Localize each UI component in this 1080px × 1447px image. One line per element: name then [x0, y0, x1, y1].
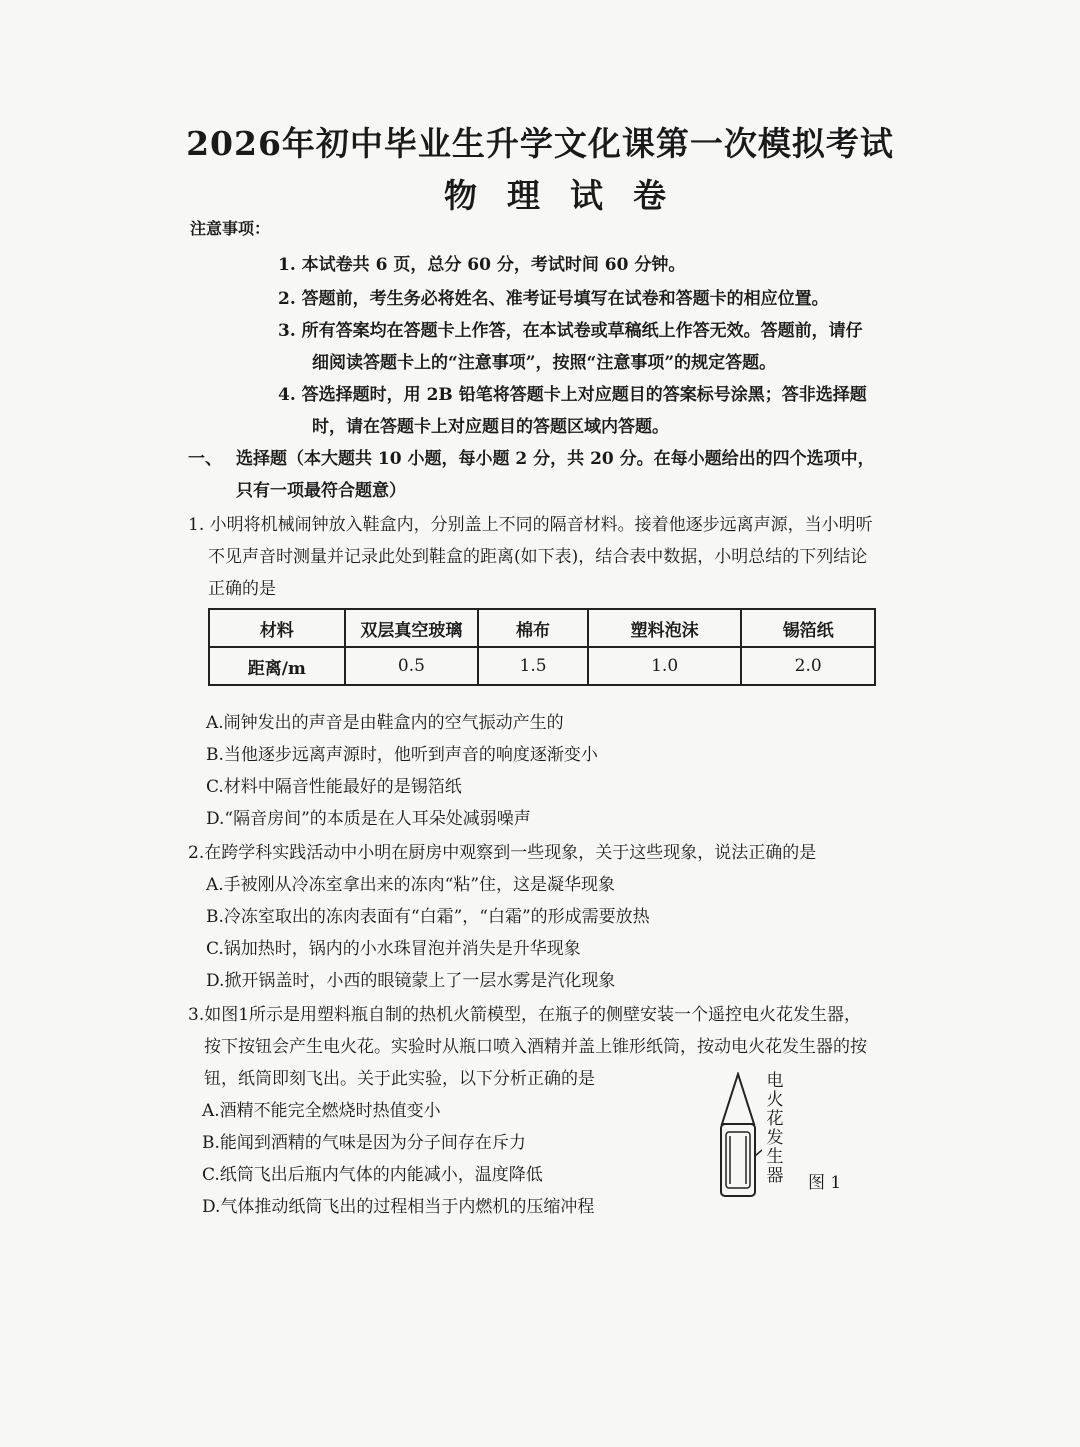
table-row [209, 609, 875, 647]
rocket-bottle-drawing [712, 1072, 762, 1202]
table-cell: 2.0 [741, 647, 875, 685]
q1-data-table [208, 608, 876, 686]
q1-stem-line-2: 不见声音时测量并记录此处到鞋盒的距离(如下表)，结合表中数据，小明总结的下列结论 [208, 547, 868, 567]
notice-line-4-cont: 时，请在答题卡上对应题目的答题区域内答题。 [312, 417, 669, 437]
q1-stem-line-3: 正确的是 [208, 579, 276, 599]
spark-generator-label [764, 1072, 786, 1186]
q1-option-d: D.“隔音房间”的本质是在人耳朵处减弱噪声 [206, 809, 531, 829]
section-number: 一、 [188, 449, 222, 469]
notice-line-2: 2. 答题前，考生务必将姓名、准考证号填写在试卷和答题卡的相应位置。 [278, 289, 829, 309]
subject-title: 物理试卷 [444, 176, 696, 215]
label-char: 器 [766, 1166, 784, 1186]
table-header-cell: 塑料泡沫 [588, 609, 742, 647]
label-char: 电 [766, 1071, 784, 1091]
table-cell: 1.0 [588, 647, 742, 685]
q3-stem-line-2: 按下按钮会产生电火花。实验时从瓶口喷入酒精并盖上锥形纸筒，按动电火花发生器的按 [204, 1037, 867, 1057]
q3-stem-line-3: 钮，纸筒即刻飞出。关于此实验，以下分析正确的是 [204, 1069, 595, 1089]
table-cell: 0.5 [345, 647, 479, 685]
q3-option-c: C.纸筒飞出后瓶内气体的内能减小，温度降低 [202, 1165, 543, 1185]
table-cell: 1.5 [478, 647, 588, 685]
exam-title: 2026年初中毕业生升学文化课第一次模拟考试 [186, 124, 894, 163]
q1-option-c: C.材料中隔音性能最好的是锡箔纸 [206, 777, 462, 797]
notice-line-3-cont: 细阅读答题卡上的“注意事项”，按照“注意事项”的规定答题。 [312, 353, 777, 373]
label-char: 火 [766, 1090, 784, 1110]
notice-line-3: 3. 所有答案均在答题卡上作答，在本试卷或草稿纸上作答无效。答题前，请仔 [278, 321, 863, 341]
notice-line-4: 4. 答选择题时，用 2B 铅笔将答题卡上对应题目的答案标号涂黑；答非选择题 [278, 385, 867, 405]
table-header-cell: 锡箔纸 [741, 609, 875, 647]
label-char: 发 [766, 1128, 784, 1148]
figure-1-rocket [712, 1072, 852, 1212]
table-header-cell: 双层真空玻璃 [345, 609, 479, 647]
figure-caption: 图 1 [808, 1173, 842, 1193]
q2-option-a: A.手被刚从冷冻室拿出来的冻肉“粘”住，这是凝华现象 [206, 875, 616, 895]
table-cell: 距离/m [209, 647, 345, 685]
q3-stem-line-1: 3.如图1所示是用塑料瓶自制的热机火箭模型，在瓶子的侧壁安装一个遥控电火花发生器， [188, 1005, 862, 1025]
notice-heading: 注意事项： [190, 219, 271, 238]
q3-option-d: D.气体推动纸筒飞出的过程相当于内燃机的压缩冲程 [202, 1197, 595, 1217]
section-heading: 选择题（本大题共 10 小题，每小题 2 分，共 20 分。在每小题给出的四个选项中， [236, 449, 875, 469]
q3-option-b: B.能闻到酒精的气味是因为分子间存在斥力 [202, 1133, 526, 1153]
q1-option-b: B.当他逐步远离声源时，他听到声音的响度逐渐变小 [206, 745, 598, 765]
table-row [209, 647, 875, 685]
q2-option-c: C.锅加热时，锅内的小水珠冒泡并消失是升华现象 [206, 939, 581, 959]
section-heading-cont: 只有一项最符合题意） [236, 481, 406, 501]
notice-line-1: 1. 本试卷共 6 页，总分 60 分，考试时间 60 分钟。 [278, 255, 686, 275]
table-header-cell: 材料 [209, 609, 345, 647]
table-header-cell: 棉布 [478, 609, 588, 647]
q2-stem: 2.在跨学科实践活动中小明在厨房中观察到一些现象，关于这些现象，说法正确的是 [188, 843, 817, 863]
label-char: 花 [766, 1109, 784, 1129]
label-char: 生 [766, 1147, 784, 1167]
q1-stem-line-1: 1. 小明将机械闹钟放入鞋盒内，分别盖上不同的隔音材料。接着他逐步远离声源，当小明听 [188, 515, 873, 535]
q1-option-a: A.闹钟发出的声音是由鞋盒内的空气振动产生的 [206, 713, 564, 733]
q2-option-d: D.掀开锅盖时，小西的眼镜蒙上了一层水雾是汽化现象 [206, 971, 616, 991]
q2-option-b: B.冷冻室取出的冻肉表面有“白霜”，“白霜”的形成需要放热 [206, 907, 650, 927]
q3-option-a: A.酒精不能完全燃烧时热值变小 [202, 1101, 441, 1121]
